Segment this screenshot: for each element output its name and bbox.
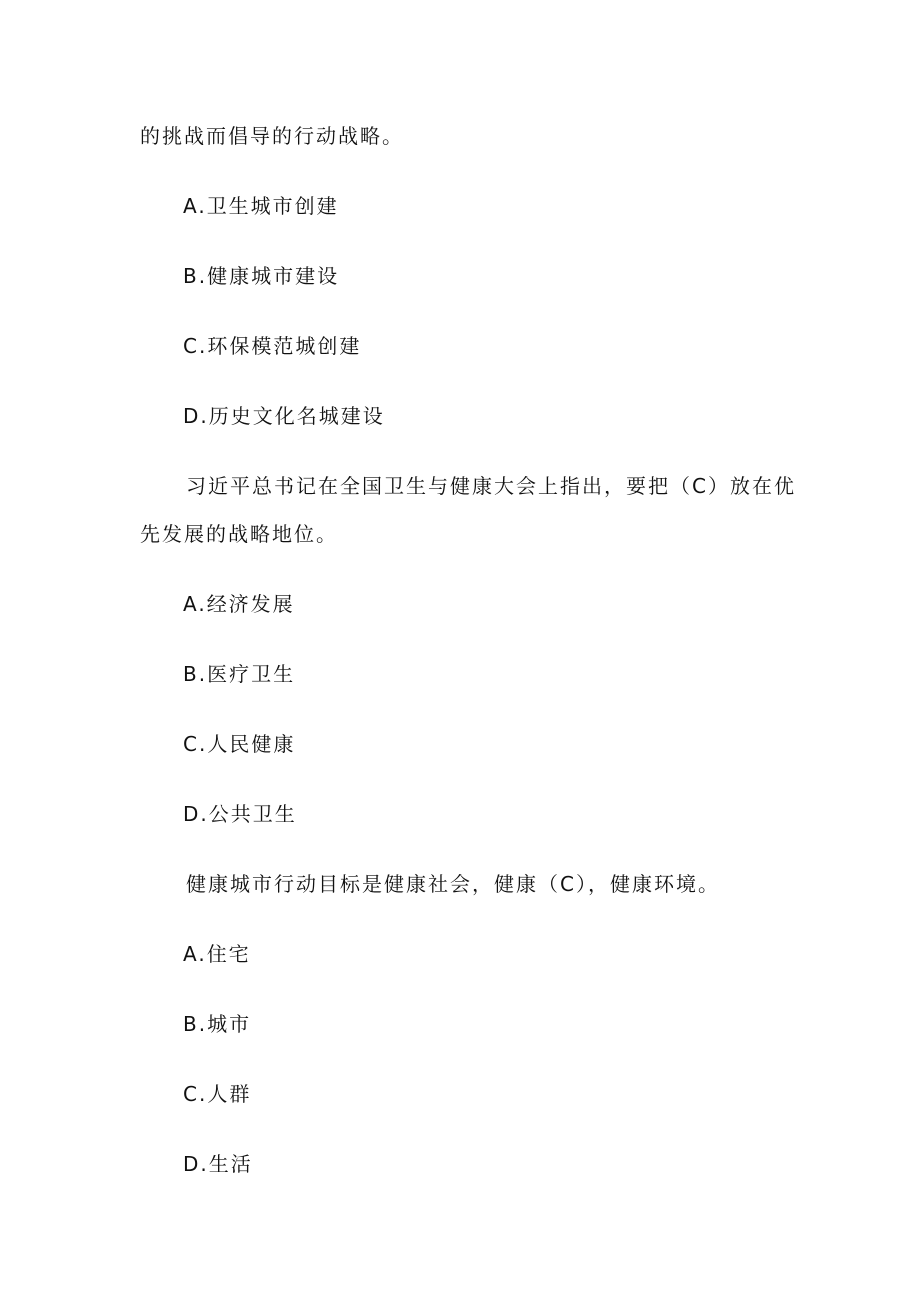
option-d: D.历史文化名城建设 (183, 404, 385, 428)
option-a: A.经济发展 (183, 592, 295, 616)
option-a: A.卫生城市创建 (183, 194, 339, 218)
option-a: A.住宅 (183, 942, 251, 966)
question-stem: 健康城市行动目标是健康社会，健康（C），健康环境。 (186, 872, 720, 896)
option-c: C.人民健康 (183, 732, 296, 756)
question-stem: 习近平总书记在全国卫生与健康大会上指出，要把（C）放在优 (186, 474, 796, 498)
option-c: C.人群 (183, 1082, 252, 1106)
option-b: B.健康城市建设 (183, 264, 340, 288)
question-stem-wrap: 先发展的战略地位。 (140, 522, 338, 546)
option-c: C.环保模范城创建 (183, 334, 362, 358)
question-stem-continuation: 的挑战而倡导的行动战略。 (140, 124, 404, 148)
option-b: B.城市 (183, 1012, 252, 1036)
option-d: D.公共卫生 (183, 802, 297, 826)
option-d: D.生活 (183, 1152, 253, 1176)
option-b: B.医疗卫生 (183, 662, 296, 686)
